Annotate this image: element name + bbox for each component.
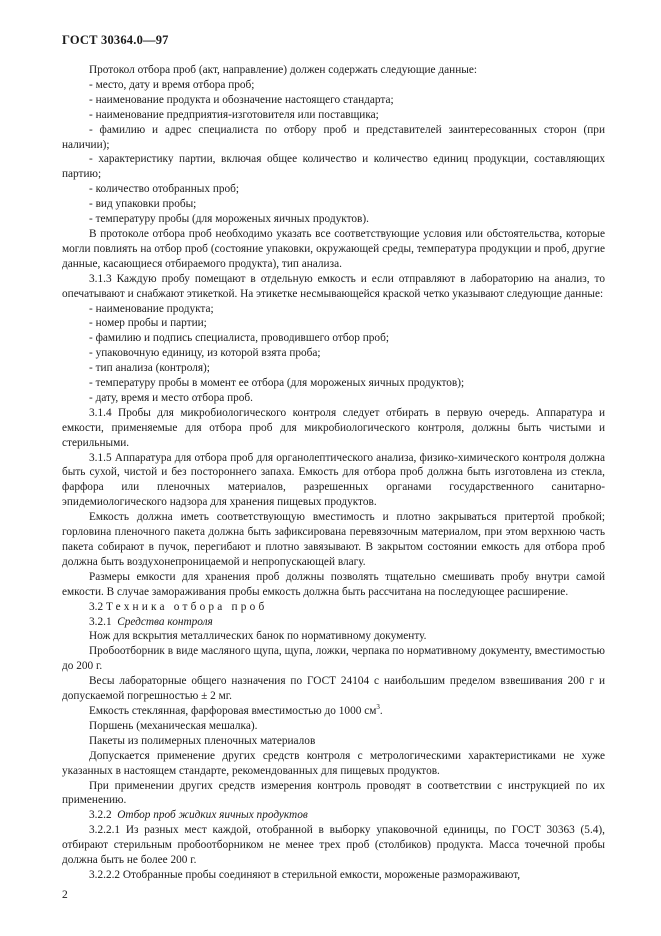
document-header: ГОСТ 30364.0—97 <box>62 33 169 47</box>
knife-paragraph: Нож для вскрытия металлических банок по нормативному документу. <box>89 630 427 643</box>
list-item: - место, дату и время отбора проб; <box>89 78 255 91</box>
section-3-2-1-heading <box>62 615 605 630</box>
list-item: - температуру пробы в момент ее отбора (для мороженых яичных продуктов); <box>89 377 465 390</box>
clause-3-1-5: 3.1.5 Аппаратура для отбора проб для органолептического анализа, физико-химического контроля должна быть сухой, чистой и без постороннего запаха. Емкость для отбора проб должна быть изготовлена из стекла, фарфора или пленочных материалов, разрешенных органами государственного санитарно-эпидемиологического надзора для хранения пищевых продуктов. <box>62 451 605 509</box>
section-3-2-2-heading <box>62 808 605 823</box>
clause-3-1-3: 3.1.3 Каждую пробу помещают в отдельную емкость и если отправляют в лабораторию на анализ, то опечатывают и снабжают этикеткой. На этикетке несмывающейся краской четко указывают следующие данные: <box>62 272 605 300</box>
list-item: - тип анализа (контроля); <box>89 362 210 375</box>
protocol-intro: Протокол отбора проб (акт, направление) должен содержать следующие данные: <box>89 64 477 76</box>
protocol-note: В протоколе отбора проб необходимо указать все соответствующие условия или обстоятельства, которые могли повлиять на отбор проб (состояние упаковки, окружающей среды, температура продукции и проб, другие данные, касающиеся отбираемого продукта), тип анализа. <box>62 227 605 270</box>
list-item: - температуру пробы (для мороженых яичных продуктов). <box>89 213 369 226</box>
list-item: - дату, время и место отбора проб. <box>89 391 253 404</box>
scales-paragraph: Весы лабораторные общего назначения по ГОСТ 24104 с наибольшим пределом взвешивания 200 г и допускаемой погрешностью ± 2 мг. <box>62 675 605 703</box>
glass-tail: . <box>379 704 383 717</box>
section-3-2-heading <box>62 600 605 615</box>
piston-paragraph: Поршень (механическая мешалка). <box>89 719 258 732</box>
clause-3-1-4: 3.1.4 Пробы для микробиологического контроля следует отбирать в первую очередь. Аппаратура и емкости, применяемые для отбора проб для микробиологического контроля, должны быть чистыми и стерильными. <box>62 406 605 449</box>
sizes-paragraph: Размеры емкости для хранения проб должны позволять тщательно смешивать пробу внутри самой емкости. В случае замораживания пробы емкость должна быть рассчитана на последующее расширение. <box>62 570 605 598</box>
sampler-paragraph: Пробоотборник в виде масляного щупа, щупа, ложки, черпака по нормативному документу, вместимостью до 200 г. <box>62 645 605 673</box>
list-item: - характеристику партии, включая общее количество и количество единиц продукции, составляющих партию; <box>62 153 605 181</box>
allowed-paragraph: Допускается применение других средств контроля с метрологическими характеристиками не хуже указанных в настоящем стандарте, рекомендованных для пищевых продуктов. <box>62 749 605 777</box>
glass-paragraph <box>62 704 605 719</box>
list-item: - количество отобранных проб; <box>89 183 240 196</box>
section-number: 3.2.2 <box>89 809 112 822</box>
glass-text: Емкость стеклянная, фарфоровая вместимостью до 1000 см <box>89 704 377 717</box>
superscript: 3 <box>376 703 380 712</box>
clause-3-2-2-2: 3.2.2.2 Отобранные пробы соединяют в стерильной емкости, мороженые размораживают, <box>89 868 521 881</box>
capacity-paragraph: Емкость должна иметь соответствующую вместимость и плотно закрываться притертой пробкой; горловина пленочного пакета должна быть зафиксирована перевязочным материалом, при этом верхнюю часть пакета собирают в пучок, перегибают и плотно завязывают. В закрытом состоянии емкость для отбора проб должна быть воздухонепроницаемой и непропускающей влагу. <box>62 511 605 568</box>
section-number: 3.2.1 <box>89 615 112 628</box>
protocol-list <box>62 78 605 227</box>
section-number: 3.2 <box>89 600 104 613</box>
page-number: 2 <box>62 889 68 901</box>
section-title: Техника отбора проб <box>105 600 268 613</box>
other-instruments-paragraph: При применении других средств измерения контроль проводят в соответствии с инструкцией по их применению. <box>62 779 605 807</box>
list-item: - фамилию и подпись специалиста, проводившего отбор проб; <box>89 332 389 345</box>
section-title: Отбор проб жидких яичных продуктов <box>117 809 308 822</box>
list-item: - наименование продукта; <box>89 302 214 315</box>
list-item: - номер пробы и партии; <box>89 317 207 330</box>
document-body <box>62 63 605 883</box>
list-item: - упаковочную единицу, из которой взята проба; <box>89 347 321 360</box>
list-item: - фамилию и адрес специалиста по отбору проб и представителей заинтересованных сторон (при наличии); <box>62 123 605 151</box>
section-title: Средства контроля <box>117 615 213 628</box>
list-item: - вид упаковки пробы; <box>89 198 197 211</box>
clause-3-2-2-1: 3.2.2.1 Из разных мест каждой, отобранной в выборку упаковочной единицы, по ГОСТ 30363 (5.4), отбирают стерильным пробоотборником не менее трех проб (столбиков) продукта. Масса точечной пробы должна быть не более 200 г. <box>62 824 605 867</box>
label-list <box>62 302 605 406</box>
list-item: - наименование предприятия-изготовителя или поставщика; <box>89 108 379 121</box>
bags-paragraph: Пакеты из полимерных пленочных материалов <box>89 734 316 747</box>
list-item: - наименование продукта и обозначение настоящего стандарта; <box>89 93 394 106</box>
